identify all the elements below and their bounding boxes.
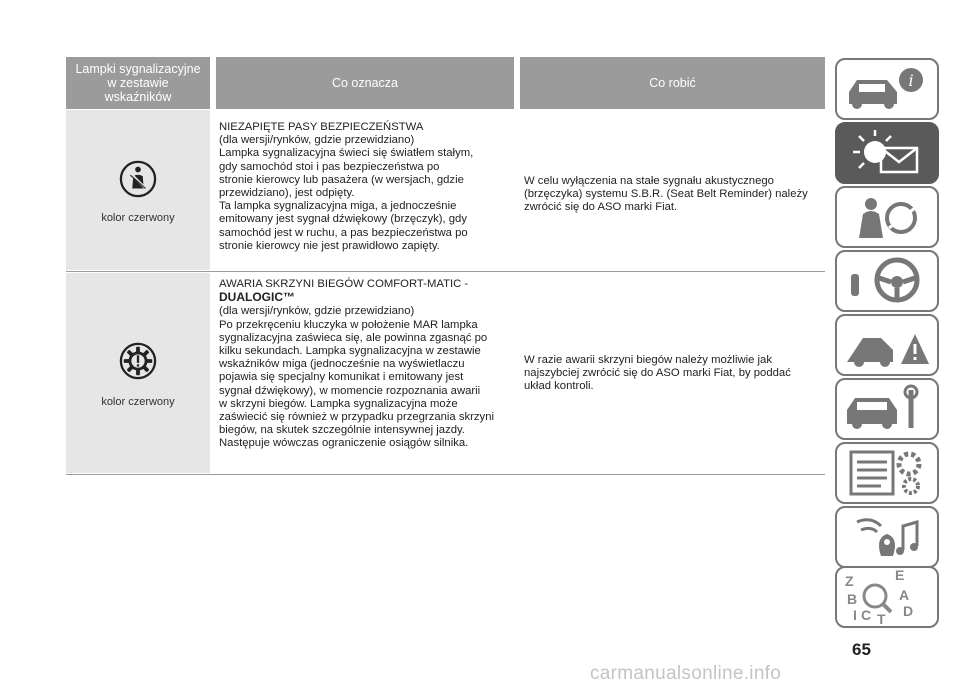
action-line: W celu wyłączenia na stałe sygnału akustycznego <box>524 175 774 187</box>
page-number: 65 <box>852 640 871 659</box>
desc-line: samochód jest w ruchu, a pas bezpieczeństwa po <box>219 226 468 239</box>
desc-line: (dla wersji/rynków, gdzie przewidziano) <box>219 305 415 318</box>
emergency-tab[interactable] <box>835 314 939 376</box>
car-service-icon <box>837 380 937 438</box>
seatbelt-description <box>219 121 519 253</box>
action-line: najszybciej zwrócić się do ASO marki Fiat, by poddać <box>524 367 791 380</box>
svg-text:E: E <box>895 568 905 583</box>
desc-line: stronie kierowcy nie jest prawidłowo zapięty. <box>219 239 440 252</box>
safety-tab[interactable] <box>835 186 939 248</box>
seatbelt-warning-icon <box>119 160 157 198</box>
desc-title-bold: DUALOGIC™ <box>219 290 295 305</box>
starting-driving-tab[interactable] <box>835 250 939 312</box>
action-line: zwrócić się do ASO marki Fiat. <box>524 201 678 214</box>
alphabetical-index-icon <box>837 568 937 626</box>
column-header-meaning: Co oznacza <box>216 57 514 109</box>
desc-line: pojawia się specjalny komunikat i emitowany jest <box>219 371 464 384</box>
desc-line: NIEZAPIĘTE PASY BEZPIECZEŃSTWA <box>219 121 424 133</box>
desc-title: AWARIA SKRZYNI BIEGÓW COMFORT-MATIC - <box>219 278 469 290</box>
svg-text:I: I <box>853 607 857 623</box>
action-line: W razie awarii skrzyni biegów należy możliwie jak <box>524 354 772 366</box>
lamp-color-caption: kolor czerwony <box>101 212 175 224</box>
desc-line: gdy samochód stoi i pas bezpieczeństwa po <box>219 160 440 173</box>
svg-text:B: B <box>847 591 858 607</box>
warning-lights-tab[interactable] <box>835 122 939 184</box>
svg-text:D: D <box>903 603 914 619</box>
watermark-text: carmanualsonline.info <box>590 663 782 684</box>
desc-line: w skrzyni biegów. Lampka sygnalizacyjna może <box>219 397 458 410</box>
action-line: (brzęczyka) systemu S.B.R. (Seat Belt Reminder) należy <box>524 188 808 201</box>
gearbox-description <box>219 278 519 451</box>
multimedia-tab[interactable] <box>835 506 939 568</box>
svg-text:Z: Z <box>845 573 854 589</box>
svg-text:T: T <box>877 611 886 626</box>
row-divider <box>66 271 825 272</box>
seatbelt-action <box>524 175 824 215</box>
desc-line: sygnał dźwiękowy), w momencie rozpoznania awarii <box>219 384 481 397</box>
desc-line: przewidziano), jest odpięty. <box>219 187 355 200</box>
gearbox-action <box>524 354 824 394</box>
svg-text:i: i <box>908 71 914 90</box>
svg-text:A: A <box>899 587 910 603</box>
emergency-icon <box>837 316 937 374</box>
tech-data-icon <box>837 444 937 502</box>
maintenance-tab[interactable] <box>835 378 939 440</box>
desc-line: zaświecić się również w przypadku przegrzania skrzyni <box>219 411 494 424</box>
steering-wheel-icon <box>837 252 937 310</box>
warning-lights-icon <box>837 124 937 182</box>
column-header-action: Co robić <box>520 57 825 109</box>
index-tab[interactable] <box>835 566 939 628</box>
desc-line: sygnalizacyjna zaświeca się, ale powinna zgasnąć po <box>219 331 488 344</box>
header-line: Lampki sygnalizacyjne <box>75 62 201 76</box>
car-info-tab[interactable] <box>835 58 939 120</box>
svg-text:C: C <box>861 607 872 623</box>
desc-line: wskaźników miga (jednocześnie na wyświetlaczu <box>219 358 465 371</box>
airbag-icon <box>837 188 937 246</box>
car-info-icon <box>837 60 937 118</box>
header-line: w zestawie <box>107 76 169 90</box>
desc-line: Po przekręceniu kluczyka w położenie MAR lampka <box>219 318 478 331</box>
desc-line: emitowany jest sygnał dźwiękowy (brzęczyk), gdy <box>219 213 467 226</box>
desc-line: kilku sekundach. Lampka sygnalizacyjna w zestawie <box>219 345 481 358</box>
desc-line: biegów, na skutek szczególnie intensywnej jazdy. <box>219 424 465 437</box>
desc-line: (dla wersji/rynków, gdzie przewidziano) <box>219 134 415 147</box>
header-line: wskaźników <box>104 90 172 104</box>
desc-line: Ta lampka sygnalizacyjna miga, a jednocześnie <box>219 200 457 213</box>
row-divider <box>66 474 825 475</box>
desc-line: stronie kierowcy lub pasażera (w wersjach, gdzie <box>219 173 464 186</box>
desc-line: Lampka sygnalizacyjna świeci się światłem stałym, <box>219 147 474 160</box>
technical-data-tab[interactable] <box>835 442 939 504</box>
desc-line: Następuje wówczas ograniczenie osiągów silnika. <box>219 437 469 450</box>
multimedia-icon <box>837 508 937 566</box>
action-line: układ kontroli. <box>524 380 594 393</box>
lamp-color-caption: kolor czerwony <box>101 396 175 408</box>
column-header-lamps <box>66 57 210 109</box>
gearbox-failure-icon <box>119 342 157 380</box>
